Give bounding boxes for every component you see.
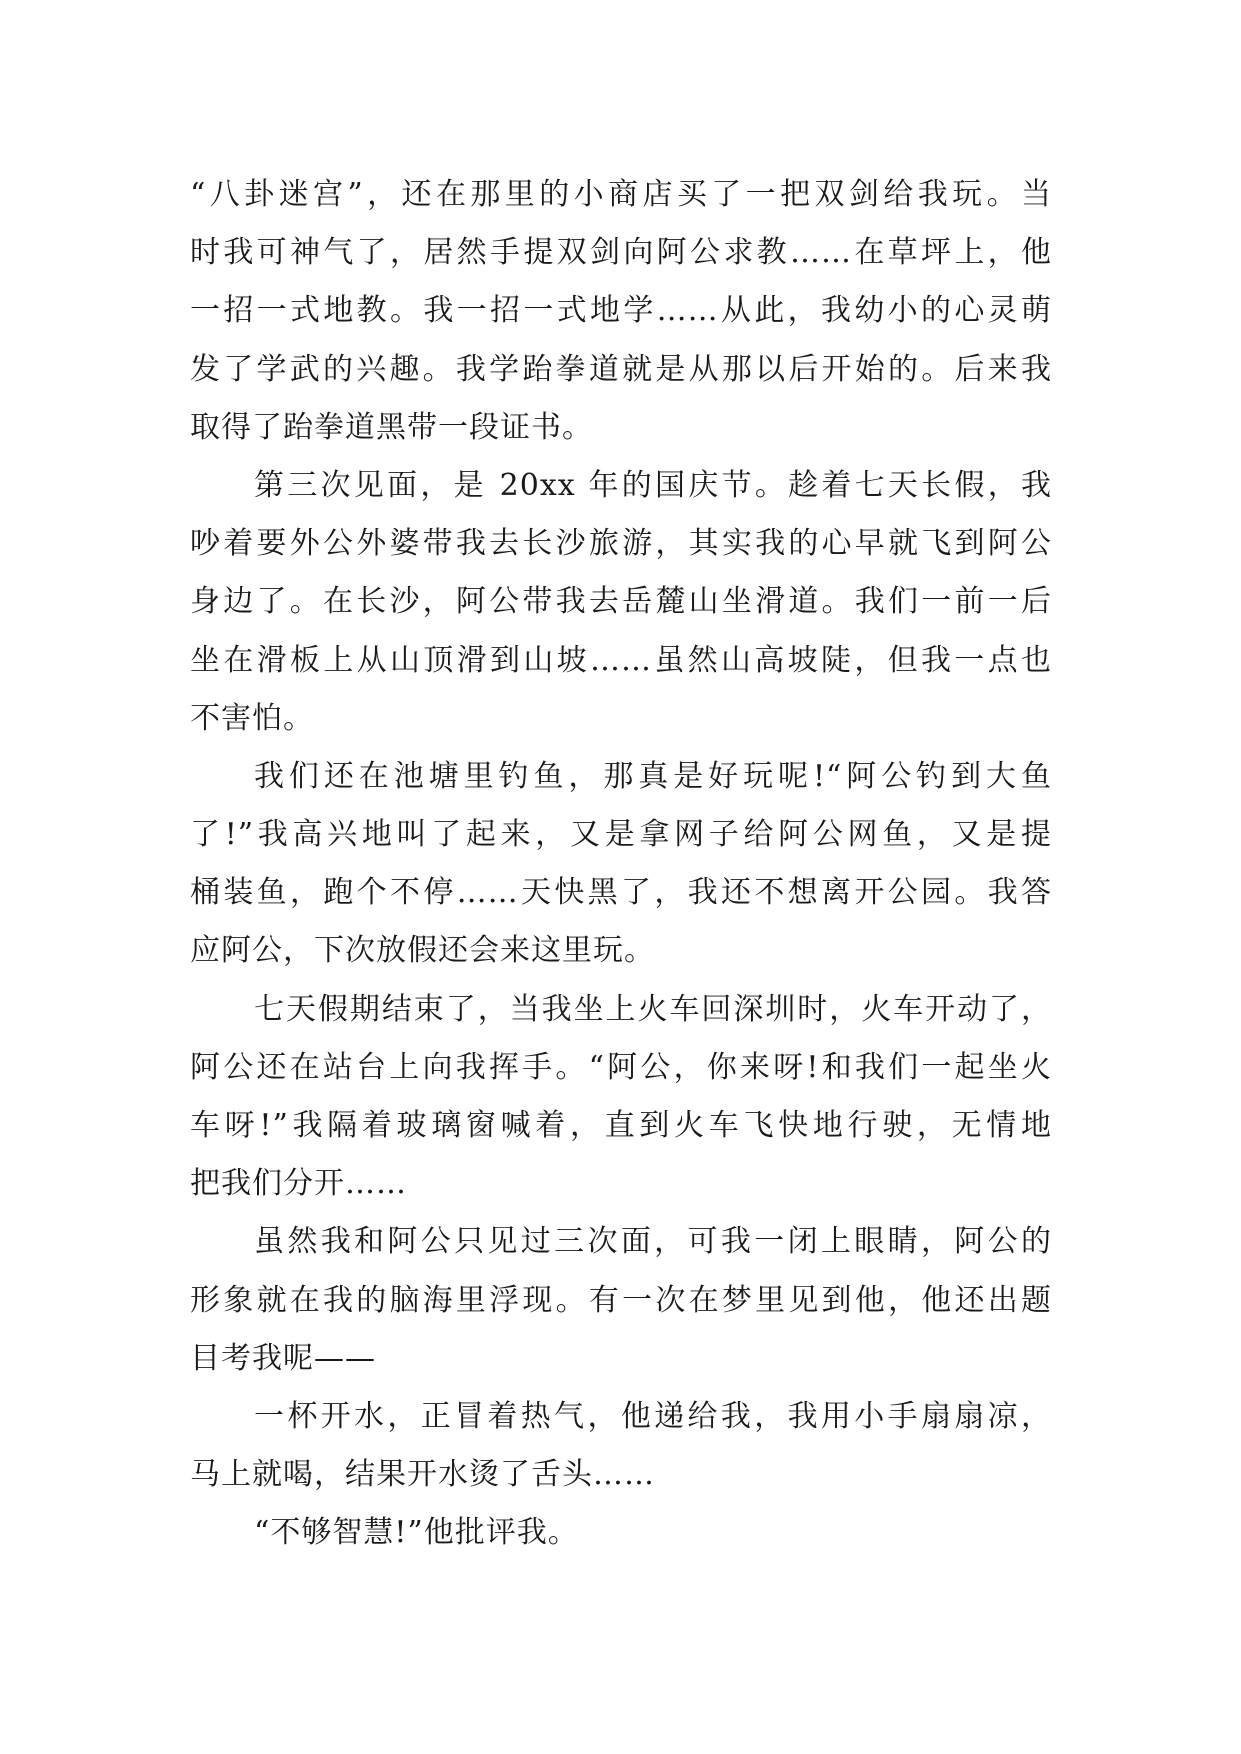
text-line: 一招一式地教。我一招一式地学……从此，我幼小的心灵萌	[190, 293, 1052, 329]
text-line: 发了学武的兴趣。我学跆拳道就是从那以后开始的。后来我	[190, 351, 1052, 387]
text-line: 不害怕。	[190, 700, 314, 736]
text-line: “八卦迷宫”，还在那里的小商店买了一把双剑给我玩。当	[190, 177, 1052, 212]
text-line: 形象就在我的脑海里浮现。有一次在梦里见到他，他还出题	[190, 1282, 1052, 1318]
text-line: 我们还在池塘里钓鱼，那真是好玩呢!“阿公钓到大鱼	[254, 758, 1052, 794]
text-line: 吵着要外公外婆带我去长沙旅游，其实我的心早就飞到阿公	[190, 526, 1052, 562]
text-line: “不够智慧!”他批评我。	[254, 1515, 579, 1551]
text-line: 坐在滑板上从山顶滑到山坡……虽然山高坡陡，但我一点也	[190, 642, 1052, 678]
text-line: 应阿公，下次放假还会来这里玩。	[190, 933, 655, 969]
text-line: 马上就喝，结果开水烫了舌头……	[190, 1457, 655, 1493]
text-line: 时我可神气了，居然手提双剑向阿公求教……在草坪上，他	[190, 235, 1052, 271]
text-line: 身边了。在长沙，阿公带我去岳麓山坐滑道。我们一前一后	[190, 584, 1052, 620]
text-line: 取得了跆拳道黑带一段证书。	[190, 409, 593, 445]
text-line: 了!”我高兴地叫了起来，又是拿网子给阿公网鱼，又是提	[190, 817, 1052, 853]
text-line: 目考我呢——	[190, 1340, 376, 1376]
document-page	[190, 166, 1052, 1563]
text-line: 七天假期结束了，当我坐上火车回深圳时，火车开动了，	[254, 991, 1052, 1027]
text-line: 车呀!”我隔着玻璃窗喊着，直到火车飞快地行驶，无情地	[190, 1108, 1052, 1143]
text-line: 桶装鱼，跑个不停……天快黑了，我还不想离开公园。我答	[190, 875, 1052, 911]
text-line: 阿公还在站台上向我挥手。“阿公，你来呀!和我们一起坐火	[190, 1049, 1052, 1085]
text-line: 一杯开水，正冒着热气，他递给我，我用小手扇扇凉，	[254, 1398, 1052, 1434]
text-line: 第三次见面，是 20xx 年的国庆节。趁着七天长假，我	[254, 467, 1052, 503]
text-line: 把我们分开……	[190, 1166, 407, 1202]
text-line: 虽然我和阿公只见过三次面，可我一闭上眼睛，阿公的	[254, 1224, 1052, 1260]
